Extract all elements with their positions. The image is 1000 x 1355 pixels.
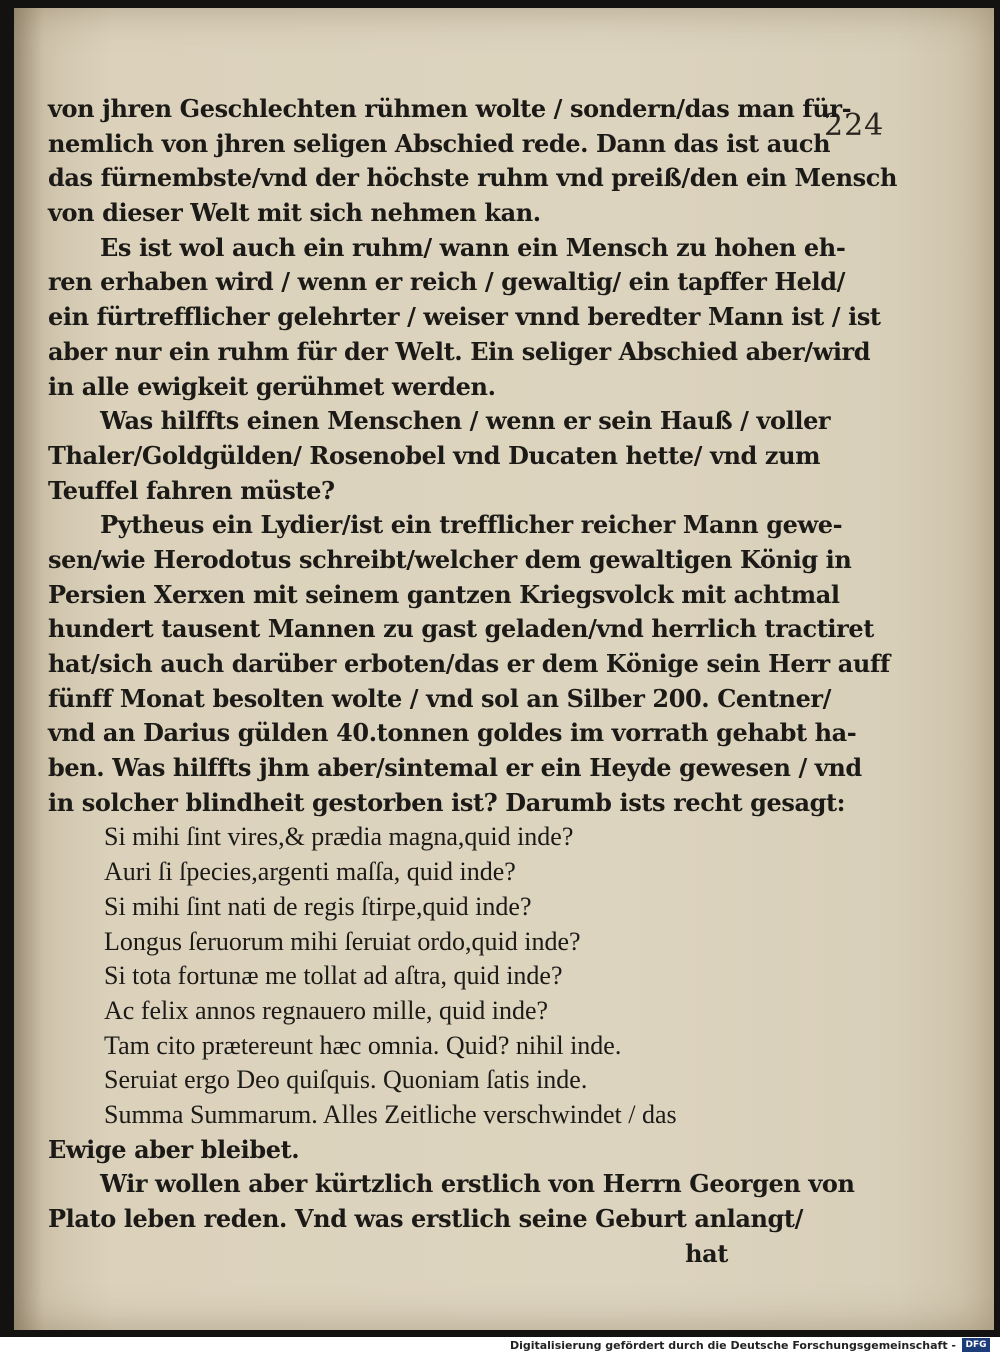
text-line: Si mihi ſint nati de regis ſtirpe,quid inde? bbox=[104, 891, 532, 921]
text-line: Tam cito prætereunt hæc omnia. Quid? nihil inde. bbox=[104, 1030, 622, 1060]
text-line: Si mihi ſint vires,& prædia magna,quid inde? bbox=[104, 822, 574, 852]
text-line: Ac felix annos regnauero mille, quid inde? bbox=[104, 995, 549, 1025]
text-line: hat bbox=[685, 1238, 728, 1268]
text-line: ren erhaben wird / wenn er reich / gewaltig/ ein tapffer Held/ bbox=[48, 267, 846, 297]
footer bbox=[0, 1337, 1000, 1355]
text-line: vnd an Darius gülden 40.tonnen goldes im vorrath gehabt ha- bbox=[48, 718, 857, 748]
text-line: Teuffel fahren müste? bbox=[48, 475, 335, 505]
text-line: Was hilffts einen Menschen / wenn er sein Hauß / voller bbox=[100, 406, 831, 436]
text-line: Plato leben reden. Vnd was erstlich seine Geburt anlangt/ bbox=[48, 1204, 803, 1233]
text-line: fünff Monat besolten wolte / vnd sol an Silber 200. Centner/ bbox=[48, 683, 832, 713]
text-line: Summa Summarum. Alles Zeitliche verschwindet / das bbox=[104, 1099, 677, 1129]
text-line: in alle ewigkeit gerühmet werden. bbox=[48, 371, 496, 401]
text-line: sen/wie Herodotus schreibt/welcher dem gewaltigen König in bbox=[48, 544, 852, 574]
text-line: Ewige aber bleibet. bbox=[48, 1134, 300, 1164]
text-line: hat/sich auch darüber erboten/das er dem Könige sein Herr auff bbox=[48, 649, 890, 678]
text-line: Seruiat ergo Deo quiſquis. Quoniam ſatis inde. bbox=[104, 1065, 588, 1095]
text-line: in solcher blindheit gestorben ist? Darumb ists recht gesagt: bbox=[48, 787, 846, 817]
text-line: ein fürtrefflicher gelehrter / weiser vnnd beredter Mann ist / ist bbox=[48, 302, 881, 332]
dfg-logo: DFG bbox=[962, 1338, 990, 1352]
footer-credit: Digitalisierung gefördert durch die Deutsche Forschungsgemeinschaft - bbox=[509, 1339, 956, 1352]
text-line: Es ist wol auch ein ruhm/ wann ein Mensch zu hohen eh- bbox=[100, 232, 846, 262]
text-line: nemlich von jhren seligen Abschied rede. Dann das ist auch bbox=[48, 128, 831, 158]
text-line: Si tota fortunæ me tollat ad aſtra, quid inde? bbox=[104, 961, 563, 991]
page-number: 224 bbox=[824, 108, 885, 143]
text-line: ben. Was hilffts jhm aber/sintemal er ein Heyde gewesen / vnd bbox=[48, 753, 862, 783]
text-line: von jhren Geschlechten rühmen wolte / sondern/das man für- bbox=[48, 94, 852, 123]
text-line: Auri ſi ſpecies,argenti maſſa, quid inde? bbox=[104, 857, 516, 887]
text-line: Persien Xerxen mit seinem gantzen Kriegsvolck mit achtmal bbox=[48, 579, 840, 609]
text-line: Pytheus ein Lydier/ist ein trefflicher reicher Mann gewe- bbox=[100, 510, 843, 540]
text-line: Thaler/Goldgülden/ Rosenobel vnd Ducaten hette/ vnd zum bbox=[48, 440, 821, 470]
text-line: aber nur ein ruhm für der Welt. Ein seliger Abschied aber/wird bbox=[48, 336, 871, 366]
text-line: Wir wollen aber kürtzlich erstlich von Herrn Georgen von bbox=[100, 1169, 855, 1199]
text-line: das fürnembste/vnd der höchste ruhm vnd preiß/den ein Mensch bbox=[48, 163, 898, 193]
text-line: von dieser Welt mit sich nehmen kan. bbox=[48, 198, 541, 228]
text-line: Longus ſeruorum mihi ſeruiat ordo,quid inde? bbox=[104, 926, 581, 956]
text-line: hundert tausent Mannen zu gast geladen/vnd herrlich tractiret bbox=[48, 614, 874, 644]
